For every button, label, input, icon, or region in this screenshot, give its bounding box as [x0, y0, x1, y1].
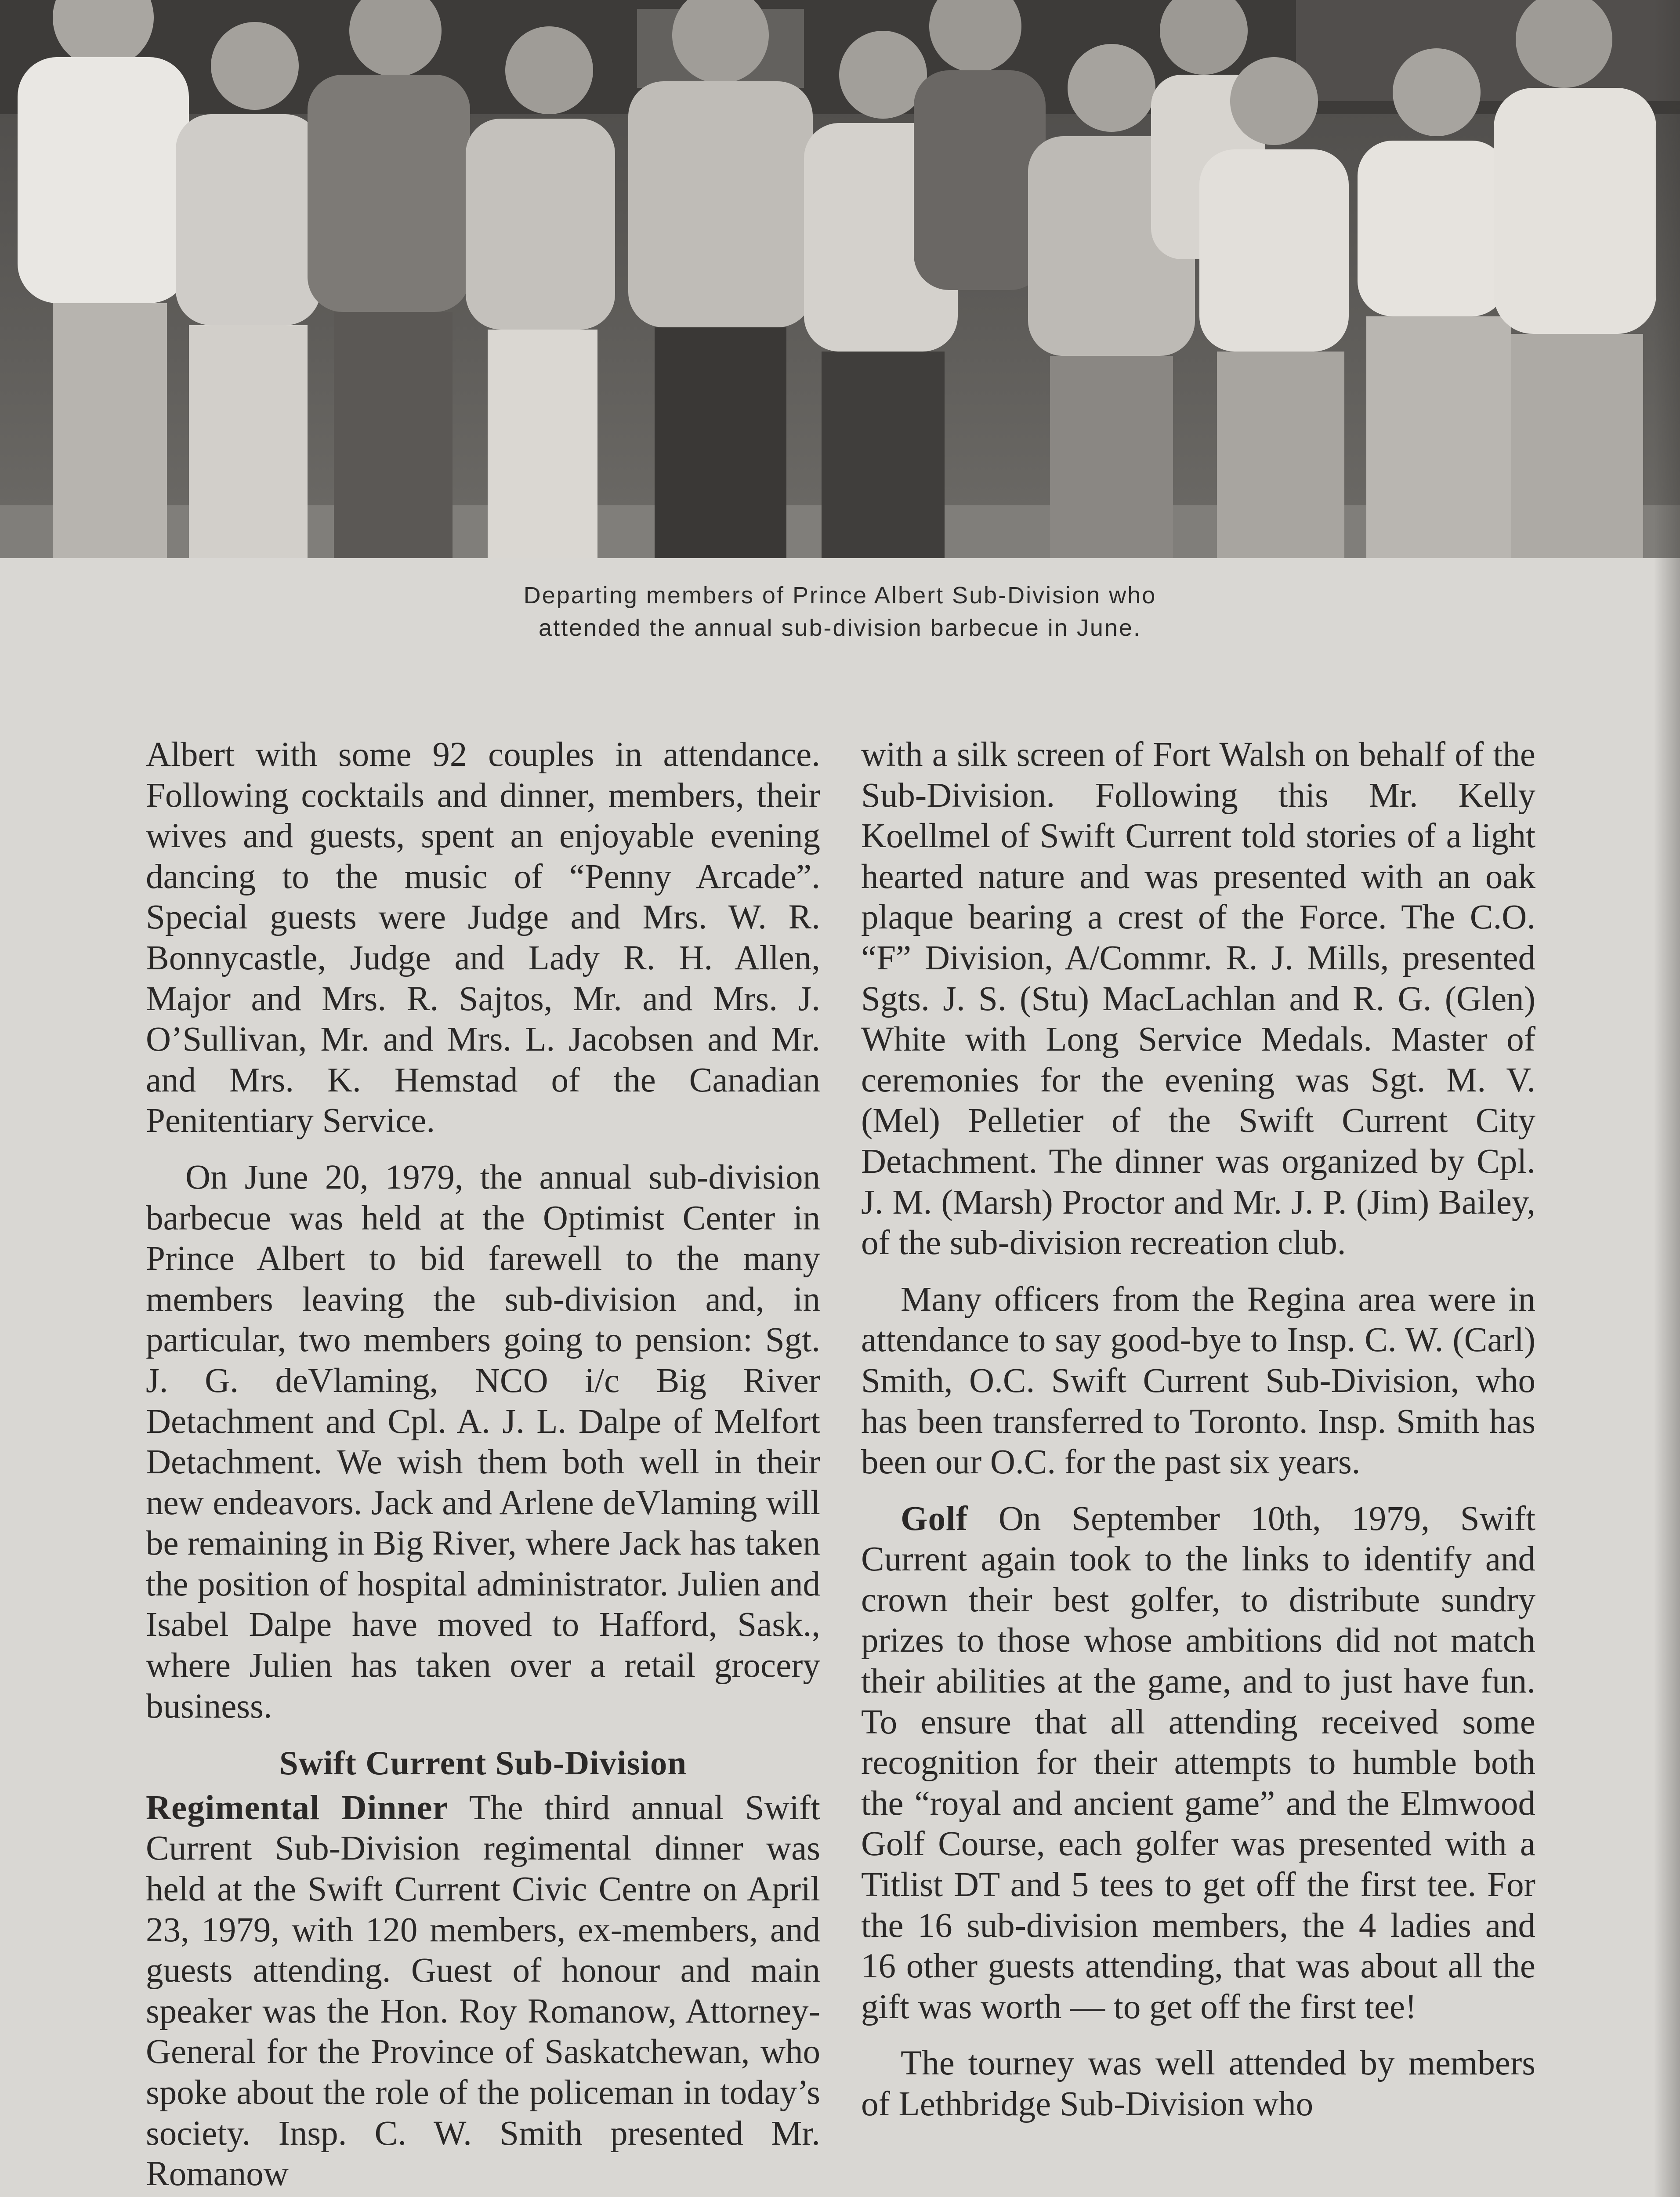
run-in-heading-golf: Golf	[901, 1499, 968, 1538]
person-5	[628, 0, 813, 558]
paragraph-prince-albert-dinner: Albert with some 92 couples in attendance. Following cocktails and dinner, members, their wives and guests, spent an enjoyable evening dancing to the music of “Penny Arcade”. Special guests were Judge and Mrs. W. R. Bonnycastle, Judge and Lady R. H. Allen, Major and Mrs. R. Sajtos, Mr. and Mrs. J. O’Sullivan, Mr. and Mrs. L. Jacobsen and Mr. and Mrs. K. Hemstad of the Canadian Penitentiary Service.	[146, 736, 820, 1140]
paragraph-farewell: Many officers from the Regina area were in attendance to say good-bye to Insp. C. W. (Carl) Smith, O.C. Swift Current Sub-Division, who has been transferred to Toronto. Insp. Smith has been our O.C. for the past six years.	[861, 1280, 1535, 1482]
group-photo	[0, 0, 1680, 558]
paragraph-golf-body: On September 10th, 1979, Swift Current again took to the links to identify and crown their best golfer, to distribute sundry prizes to those whose ambitions did not match their abilities at the game, and to just have fun. To ensure that all attending received some recognition for their attempts to humble both the “royal and ancient game” and the Elmwood Golf Course, each golfer was presented with a Titlist DT and 5 tees to get off the first tee. For the 16 sub-division members, the 4 ladies and 16 other guests attending, that was about all the gift was worth — to get off the first tee!	[861, 1499, 1535, 2026]
caption-line-2: attended the annual sub-division barbecue in June.	[539, 615, 1141, 641]
group-photo-illustration	[0, 0, 1680, 558]
left-column	[146, 735, 820, 2197]
caption-line-1: Departing members of Prince Albert Sub-Division who	[523, 582, 1157, 609]
run-in-heading-regimental-dinner: Regimental Dinner	[146, 1788, 449, 1827]
paragraph-golf	[861, 1499, 1535, 2028]
section-heading: Swift Current Sub-Division	[279, 1744, 687, 1782]
paragraph-regimental-dinner-body: The third annual Swift Current Sub-Division regimental dinner was held at the Swift Current Civic Centre on April 23, 1979, with 120 members, ex-members, and guests attending. Guest of honour and main speaker was the Hon. Roy Romanow, Attorney-General for the Province of Saskatchewan, who spoke about the role of the policeman in today’s society. Insp. C. W. Smith presented Mr. Romanow	[146, 1788, 820, 2193]
right-column	[861, 735, 1535, 2141]
page-edge-shadow	[1654, 0, 1680, 2197]
paragraph-regimental-dinner	[146, 1788, 820, 2195]
paragraph-dinner-continued: with a silk screen of Fort Walsh on behalf of the Sub-Division. Following this Mr. Kelly Koellmel of Swift Current told stories of a light hearted nature and was presented with an oak plaque bearing a crest of the Force. The C.O. “F” Division, A/Commr. R. J. Mills, presented Sgts. J. S. (Stu) MacLachlan and R. G. (Glen) White with Long Service Medals. Master of ceremonies for the evening was Sgt. M. V. (Mel) Pelletier of the Swift Current City Detachment. The dinner was organized by Cpl. J. M. (Marsh) Proctor and Mr. J. P. (Jim) Bailey, of the sub-division recreation club.	[861, 736, 1535, 1262]
photo-caption	[0, 579, 1680, 644]
paragraph-barbecue: On June 20, 1979, the annual sub-division barbecue was held at the Optimist Center in Prince Albert to bid farewell to the many members leaving the sub-division and, in particular, two members going to pension: Sgt. J. G. deVlaming, NCO i/c Big River Detachment and Cpl. A. J. L. Dalpe of Melfort Detachment. We wish them both well in their new endeavors. Jack and Arlene deVlaming will be remaining in Big River, where Jack has taken the position of hospital administrator. Julien and Isabel Dalpe have moved to Hafford, Sask., where Julien has taken over a retail grocery business.	[146, 1158, 820, 1726]
paragraph-tourney: The tourney was well attended by members of Lethbridge Sub-Division who	[861, 2044, 1535, 2123]
